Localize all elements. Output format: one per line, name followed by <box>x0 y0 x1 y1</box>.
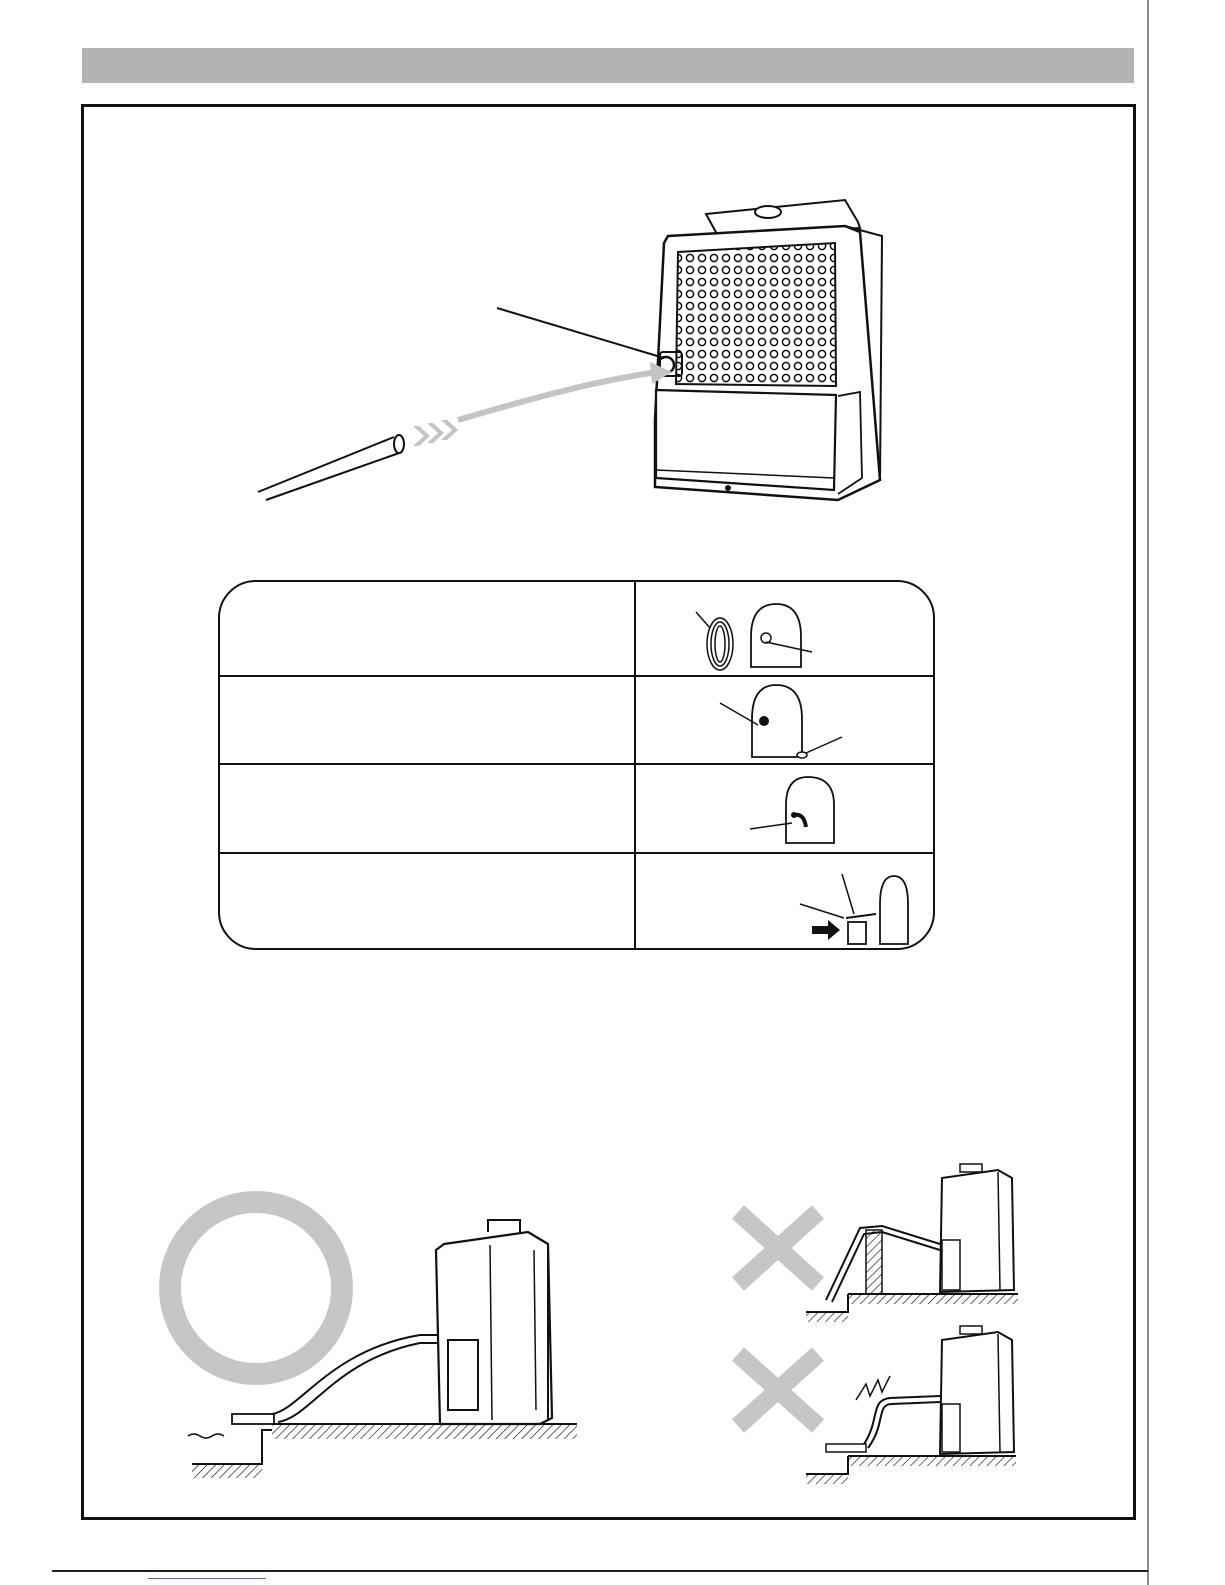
coiled-hose-and-unit-icon <box>636 582 933 675</box>
insert-direction-arrow <box>458 372 658 420</box>
unit-with-hose-connected-icon <box>636 765 933 852</box>
step-text <box>220 765 636 852</box>
table-row <box>220 675 933 763</box>
table-row <box>220 763 933 852</box>
table-row <box>220 582 933 675</box>
footer-link-underline[interactable] <box>148 1578 266 1579</box>
outlet-pointer-line <box>497 308 664 358</box>
dehumidifier-unit <box>655 200 882 500</box>
tank-insert-icon <box>636 854 933 950</box>
drain-hose <box>258 435 404 500</box>
step-text <box>220 582 636 675</box>
footer-rule <box>52 1570 1148 1572</box>
table-row <box>220 852 933 950</box>
arrow-right-icon <box>812 920 840 940</box>
unit-outlet-and-plug-icon <box>636 677 933 763</box>
step-text <box>220 677 636 763</box>
step-text <box>220 854 636 950</box>
drain-steps-table <box>218 580 935 950</box>
chevron-arrows-icon <box>413 420 458 446</box>
